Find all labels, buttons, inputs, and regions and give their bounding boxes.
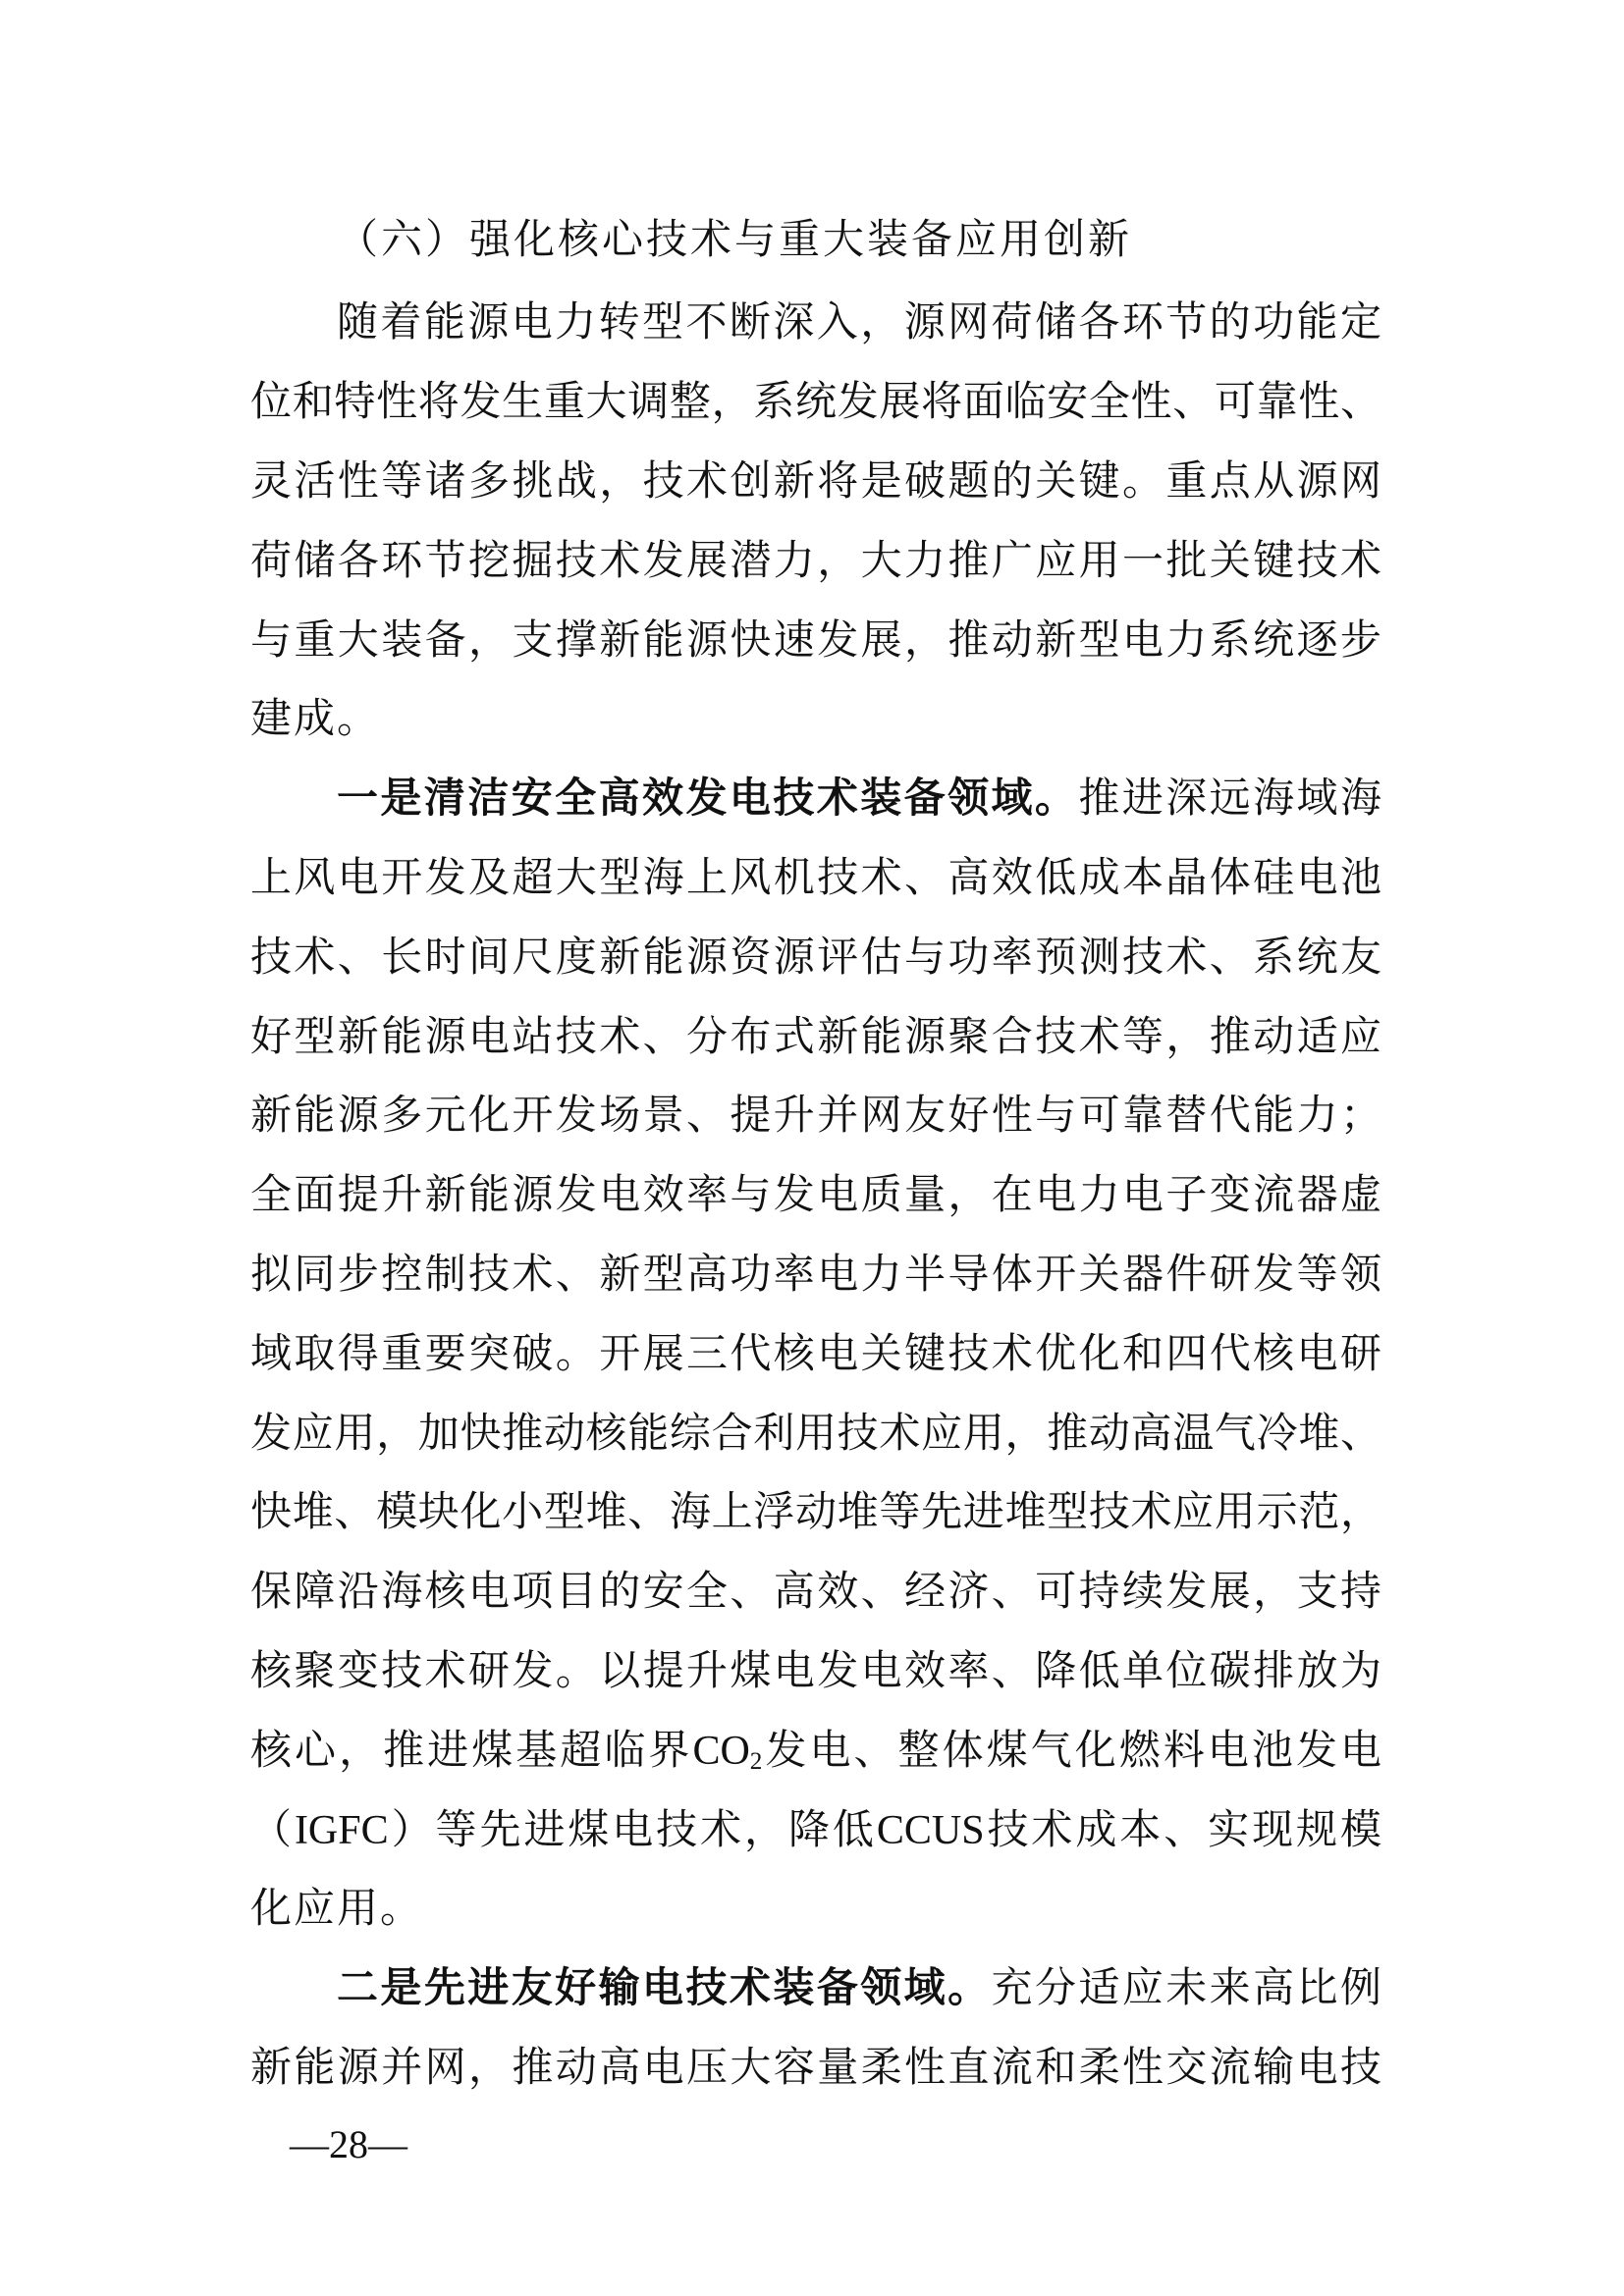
paragraph-2-line-11: 保障沿海核电项目的安全、高效、经济、可持续发展，支持 <box>250 1567 1381 1615</box>
paragraph-3-lead-heading: 二是先进友好输电技术装备领域。 <box>337 1963 992 2011</box>
paragraph-2-line-14 <box>250 1800 1381 1859</box>
paragraph-3-line-1 <box>337 1958 1381 2017</box>
paragraph-3-line-2: 新能源并网，推动高电压大容量柔性直流和柔性交流输电技 <box>250 2043 1381 2091</box>
co2-line-prefix: 核心，推进煤基超临界 <box>250 1726 693 1774</box>
paragraph-1-line-5: 与重大装备，支撑新能源快速发展，推动新型电力系统逐步 <box>250 615 1381 664</box>
paragraph-2-line-3: 技术、长时间尺度新能源资源评估与功率预测技术、系统友 <box>250 933 1381 981</box>
paragraph-1-line-2: 位和特性将发生重大调整，系统发展将面临安全性、可靠性、 <box>250 377 1381 425</box>
paragraph-2-lead-heading: 一是清洁安全高效发电技术装备领域。 <box>337 774 1079 822</box>
paragraph-1-line-6: 建成。 <box>250 694 381 742</box>
igfc-open-paren: （ <box>250 1805 295 1853</box>
paragraph-1-line-1: 随着能源电力转型不断深入，源网荷储各环节的功能定 <box>337 297 1381 346</box>
paragraph-2-line-15: 化应用。 <box>250 1884 424 1932</box>
co2-line-suffix: 发电、整体煤气化燃料电池发电 <box>762 1726 1381 1774</box>
paragraph-2-line-8: 域取得重要突破。开展三代核电关键技术优化和四代核电研 <box>250 1329 1381 1377</box>
paragraph-2-line-5: 新能源多元化开发场景、提升并网友好性与可靠替代能力； <box>250 1091 1381 1139</box>
page-number: —28— <box>290 2122 407 2166</box>
paragraph-1-line-3: 灵活性等诸多挑战，技术创新将是破题的关键。重点从源网 <box>250 456 1381 505</box>
paragraph-2-line-12: 核聚变技术研发。以提升煤电发电效率、降低单位碳排放为 <box>250 1646 1381 1694</box>
paragraph-2-line-10: 快堆、模块化小型堆、海上浮动堆等先进堆型技术应用示范， <box>250 1487 1381 1535</box>
paragraph-2-line-7: 拟同步控制技术、新型高功率电力半导体开关器件研发等领 <box>250 1250 1381 1298</box>
ccus-abbreviation: CCUS <box>876 1808 985 1853</box>
igfc-line-suffix: 技术成本、实现规模 <box>984 1805 1381 1853</box>
co2-subscript: 2 <box>749 1748 763 1776</box>
paragraph-3-first-line-text: 充分适应未来高比例 <box>991 1963 1381 2011</box>
section-heading: （六）强化核心技术与重大装备应用创新 <box>337 215 1133 263</box>
paragraph-2-line-2: 上风电开发及超大型海上风机技术、高效低成本晶体硅电池 <box>250 853 1381 901</box>
paragraph-2-line-9: 发应用，加快推动核能综合利用技术应用，推动高温气冷堆、 <box>250 1409 1381 1457</box>
paragraph-2-line-4: 好型新能源电站技术、分布式新能源聚合技术等，推动适应 <box>250 1012 1381 1060</box>
igfc-line-middle: ）等先进煤电技术，降低 <box>388 1805 877 1853</box>
paragraph-2-line-6: 全面提升新能源发电效率与发电质量，在电力电子变流器虚 <box>250 1170 1381 1218</box>
paragraph-2-line-13 <box>250 1721 1381 1780</box>
co2-symbol: CO <box>692 1729 750 1774</box>
paragraph-2-first-line-text: 推进深远海域海 <box>1078 774 1381 822</box>
paragraph-2-line-1 <box>337 769 1381 828</box>
igfc-abbreviation: IGFC <box>294 1808 389 1853</box>
paragraph-1-line-4: 荷储各环节挖掘技术发展潜力，大力推广应用一批关键技术 <box>250 536 1381 584</box>
co2-formula <box>692 1729 762 1774</box>
